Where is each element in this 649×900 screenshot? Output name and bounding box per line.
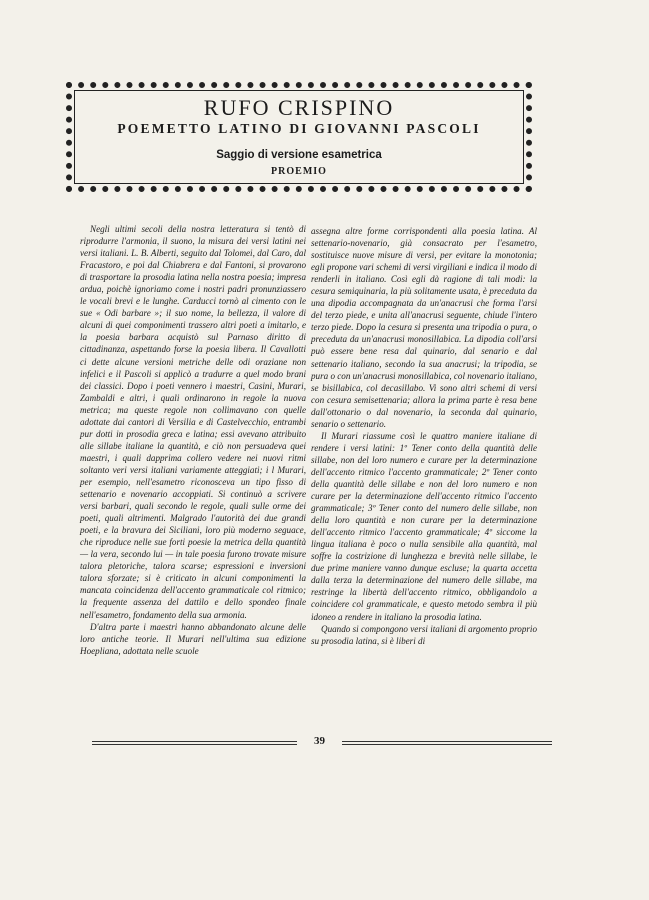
paragraph: D'altra parte i maestri hanno abbandonato alcune delle loro antiche teorie. Il Murari nell'ultima sua edizione Hoepliana, adottata nelle scuole — [80, 621, 306, 656]
paragraph: Negli ultimi secoli della nostra letteratura si tentò di riprodurre l'armonia, il suono, la misura dei versi latini nei versi italiani. L. B. Alberti, seguito dal Tolomei, dal Caro, dal Fracastoro, e poi dal Chiabrera e dal Fantoni, si provarono di trasportare la prosodia latina nella nostra poesia; impresa ardua, poichè ignoriamo come i nostri padri pronunziassero le vocali brevi e le lunghe. Carducci tornò al cimento con le sue « Odi barbare »; il suo nome, la bellezza, il valore di alcuni di quei componimenti trassero altri poeti a imitarlo, e la poesia barbara acquistò sul Parnaso diritto di cittadinanza, aspettando forse la poesia libera. Il Cavallotti ci dette alcune versioni metriche delle odi oraziane non infelici e il Pascoli si applicò a tradurre a quel modo brani dei classici. Dopo i poeti vennero i maestri, Casini, Murari, Zambaldi e altri, i quali ordinarono in regole la nuova metrica; ma queste regole non collimavano con quelle adottate dai cantori di Versilia e di Castelvecchio, entrambi pur dotti in prosodia greca e latina; essi avevano attribuito alle sillabe italiane la quantità, e ciò non persuadeva quei maestri, i quali dapprima collero vedere nei nuovi ritmi soltanto veri versi italiani variamente atteggiati; i l Murari, per esempio, nell'esametro riconosceva un tipo fisso di settenario e novenario accoppiati. Si continuò a scrivere versi barbari, quali secondo le regole, quali sulle orme dei poeti, quali altrimenti. Malgrado l'autorità dei due grandi poeti, e la bravura dei Siciliani, loro più moderno seguace, che riproduce nelle sue forti poesie la metrica della quantità — la vera, secondo lui — in tale poesia furono trovate misure talora pletoriche, talora scarse; espressioni e inversioni talora sforzate; si è criticato in alcuni componimenti la mancata coincidenza dell'accento grammaticale col ritmico; la frequente assenza del dattilo e dello spondeo finale nell'esametro, fondamento della sua armonia. — [80, 224, 306, 620]
poem-title: RUFO CRISPINO — [203, 95, 395, 120]
title-frame — [66, 82, 532, 192]
section-heading: Saggio di versione esametrica — [216, 149, 382, 161]
footer-rule — [92, 741, 297, 742]
left-column — [80, 223, 306, 657]
right-column — [311, 225, 537, 647]
page-number: 39 — [314, 735, 325, 747]
page-footer — [92, 735, 552, 749]
section-subheading: PROEMIO — [271, 166, 327, 177]
footer-rule — [92, 744, 297, 745]
poem-subtitle: POEMETTO LATINO DI GIOVANNI PASCOLI — [117, 121, 481, 136]
paragraph: Il Murari riassume così le quattro maniere italiane di rendere i versi latini: 1º Tener conto della quantità delle sillabe, non del loro numero e curare per la determinazione dell'accento ritmico l'accento grammaticale; 2º Tener conto della quantità delle sillabe e non del loro numero e non curare per la determinazione dell'accento ritmico l'accento grammaticale; 3º Tener conto del numero delle sillabe, non della loro quantità e non curare per la determinazione dell'accento ritmico l'accento grammaticale; 4º siccome la lingua italiana è poco o nulla sensibile alla quantità, mal soffre la costrizione di lunghezza e brevità nelle sillabe, le due prime maniere vanno dunque escluse; la quarta accetta dalla terza la determinazione del numero delle sillabe, ma restringe la libertà dell'accento ritmico, obbligandolo a coincidere col grammaticale, e questo metodo sembra il più idoneo a rendere in italiano la prosodia latina. — [311, 430, 537, 622]
footer-rule — [342, 741, 552, 742]
paragraph: assegna altre forme corrispondenti alla poesia latina. Al settenario-novenario, già consacrato per l'esametro, sostituisce nuove misure di versi, per evitare la monotonia; egli propone vari schemi di versi virgiliani e indica il modo di renderli in italiano. Così egli dà ragione di tali modi: la cesura semiquinaria, la più solitamente usata, è preceduta da una dipodia accompagnata da un'anacrusi che forma l'arsi del terzo piede, e unita all'anacrusi seguente, chiude l'intero terzo piede. Dopo la cesura si presenta una tripodia o pura, o preceduta da un'anacrusi monosillabica. La dipodia coll'arsi può essere bene resa dal quinario, dal senario e dal settenario italiano, secondo la sua anacrusi; la tripodia, se pura o con un'anacrusi monosillabica, col novenario italiano, se bisillabica, col decasillabo. Vi sono altri schemi di versi con cesura semisettenaria; allora la prima parte è resa bene dall'ottonario o dal novenario, la seconda dal quinario, senario o settenario. — [311, 226, 537, 429]
paragraph: Quando si compongono versi italiani di argomento proprio su prosodia latina, si è liberi di — [311, 623, 537, 646]
footer-rule — [342, 744, 552, 745]
